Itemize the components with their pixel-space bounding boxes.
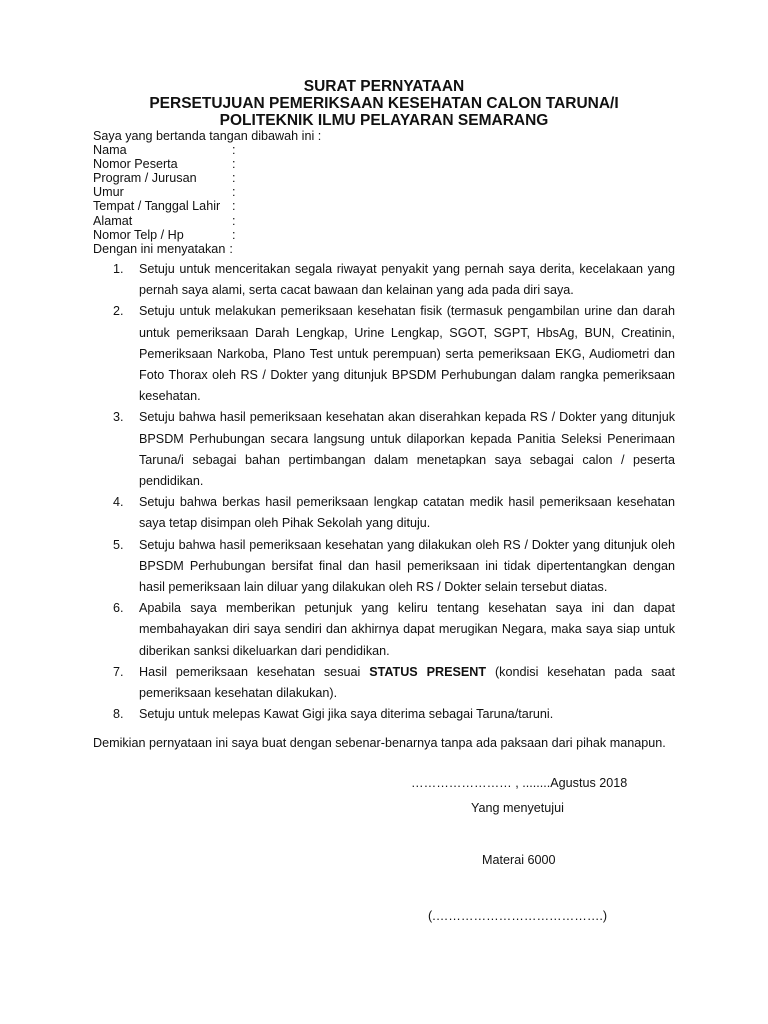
list-text: Setuju bahwa hasil pemeriksaan kesehatan yang dilakukan oleh RS / Dokter yang ditunjuk oleh BPSDM Perhubungan bersifat final dan hasil pemeriksaan ini tidak dipertentangkan dengan hasil pemeriksaan lain diluar yang dilakukan oleh RS / Dokter selain tersebut diatas. [139, 537, 675, 595]
document-title [0, 78, 768, 129]
field-separator: : [232, 213, 236, 228]
status-present-text: STATUS PRESENT [369, 664, 487, 679]
list-item [113, 301, 675, 407]
list-number: 8. [113, 707, 124, 722]
statement-list [113, 259, 675, 725]
field-label: Alamat [93, 213, 133, 228]
field-label: Umur [93, 185, 124, 200]
list-number: 1. [113, 262, 124, 276]
field-row-umur [93, 185, 321, 199]
signature-date: …………………… , ........Agustus 2018 [411, 776, 628, 790]
field-separator: : [232, 185, 236, 200]
field-separator: : [232, 143, 236, 158]
signature-name-line: (.………………………………….) [428, 909, 608, 923]
field-row-tempat-tanggal-lahir [93, 199, 321, 213]
list-text: Setuju untuk melepas Kawat Gigi jika saya diterima sebagai Taruna/taruni. [139, 707, 554, 722]
field-separator: : [229, 241, 233, 256]
field-separator: : [232, 157, 236, 172]
field-label: Program / Jurusan [93, 171, 197, 186]
list-text: Setuju bahwa hasil pemeriksaan kesehatan akan diserahkan kepada RS / Dokter yang ditunjuk BPSDM Perhubungan secara langsung untuk dilaporkan kepada Panitia Seleksi Penerimaan Taruna/i sebagai bahan pertimbangan dalam menetapkan saya sebagai calon / peserta pendidikan. [139, 410, 675, 489]
list-item [113, 704, 675, 725]
field-label: Nomor Telp / Hp [93, 227, 184, 242]
list-text-after: (kondisi kesehatan pada saat pemeriksaan kesehatan dilakukan). [139, 664, 675, 701]
list-item [113, 407, 675, 492]
list-item [113, 492, 675, 534]
list-text: Setuju untuk melakukan pemeriksaan kesehatan fisik (termasuk pengambilan urine dan darah untuk pemeriksaan Darah Lengkap, Urine Lengkap, SGOT, SGPT, HbsAg, BUN, Creatinin, Pemeriksaan Narkoba, Plano Test untuk perempuan) serta pemeriksaan EKG, Audiometri dan Foto Thorax oleh RS / Dokter yang ditunjuk BPSDM Perhubungan dalam rangka pemeriksaan kesehatan. [139, 304, 675, 404]
field-separator: : [232, 171, 236, 186]
identity-section [93, 129, 321, 256]
list-text-before: Hasil pemeriksaan kesehatan sesuai [139, 664, 370, 679]
list-item [113, 598, 675, 662]
signature-stamp-label: Materai 6000 [482, 853, 556, 867]
field-label: Nama [93, 143, 127, 158]
field-row-nomor-telp [93, 228, 321, 242]
title-line-1: SURAT PERNYATAAN [303, 78, 465, 95]
field-label: Dengan ini menyatakan [93, 241, 226, 256]
signature-approver-label: Yang menyetujui [471, 801, 564, 815]
list-number: 2. [113, 304, 124, 319]
list-number: 5. [113, 537, 124, 552]
list-text: Apabila saya memberikan petunjuk yang keliru tentang kesehatan saya ini dan dapat membahayakan diri saya sendiri dan akhirnya dapat merugikan Negara, maka saya siap untuk diberikan sanksi dikeluarkan dari pendidikan. [139, 601, 675, 658]
title-line-3: POLITEKNIK ILMU PELAYARAN SEMARANG [219, 112, 549, 129]
list-number: 6. [113, 601, 124, 616]
title-line-2: PERSETUJUAN PEMERIKSAAN KESEHATAN CALON TARUNA/I [149, 95, 619, 112]
field-label: Tempat / Tanggal Lahir [93, 199, 221, 214]
list-text [139, 662, 675, 704]
field-separator: : [232, 227, 236, 242]
field-separator: : [232, 199, 236, 214]
field-row-nomor-peserta [93, 157, 321, 171]
field-row-alamat [93, 214, 321, 228]
list-item [113, 662, 675, 704]
list-text: Setuju untuk menceritakan segala riwayat penyakit yang pernah saya derita, kecelakaan yang pernah saya alami, serta cacat bawaan dan kelainan yang ada pada diri saya. [139, 262, 675, 298]
list-item [113, 259, 675, 301]
field-label: Nomor Peserta [93, 157, 178, 172]
field-row-program-jurusan [93, 171, 321, 185]
field-row-nama [93, 143, 321, 157]
list-number: 3. [113, 410, 124, 425]
list-number: 4. [113, 495, 124, 510]
list-number: 7. [113, 664, 124, 679]
field-row-dengan-ini-menyatakan [93, 242, 321, 256]
closing-statement: Demikian pernyataan ini saya buat dengan sebenar-benarnya tanpa ada paksaan dari pihak manapun. [93, 736, 666, 750]
list-item [113, 535, 675, 599]
list-text: Setuju bahwa berkas hasil pemeriksaan lengkap catatan medik hasil pemeriksaan kesehatan saya tetap disimpan oleh Pihak Sekolah yang dituju. [139, 495, 675, 531]
intro-text: Saya yang bertanda tangan dibawah ini : [93, 129, 322, 143]
